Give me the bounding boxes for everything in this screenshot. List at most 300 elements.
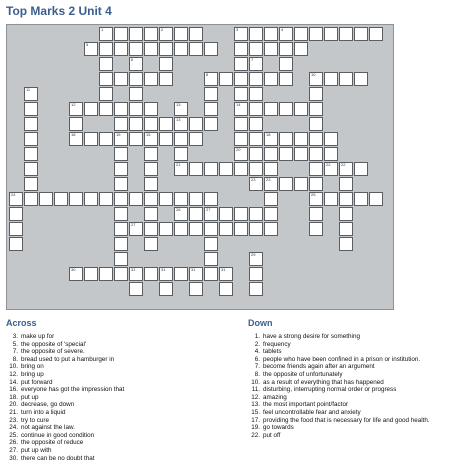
across-clue	[4, 386, 234, 394]
grid-cell[interactable]	[249, 207, 263, 221]
clue-number: 14.	[4, 379, 21, 387]
grid-cell[interactable]	[24, 147, 38, 161]
grid-cell[interactable]	[204, 207, 218, 221]
grid-cell[interactable]	[189, 267, 203, 281]
grid-cell[interactable]	[324, 132, 338, 146]
grid-cell[interactable]	[99, 87, 113, 101]
clue-number: 27.	[4, 447, 21, 455]
clue-number: 24.	[4, 424, 21, 432]
grid-cell[interactable]	[114, 222, 128, 236]
grid-cell[interactable]	[294, 177, 308, 191]
grid-cell[interactable]	[159, 117, 173, 131]
grid-cell[interactable]	[204, 87, 218, 101]
grid-cell[interactable]	[309, 147, 323, 161]
grid-cell[interactable]	[69, 117, 83, 131]
grid-cell[interactable]	[279, 102, 293, 116]
grid-cell[interactable]	[84, 42, 98, 56]
clue-text: turn into a liquid	[21, 409, 234, 417]
grid-cell[interactable]	[279, 177, 293, 191]
across-clue	[4, 394, 234, 402]
clue-text: not against the law.	[21, 424, 234, 432]
grid-cell[interactable]	[174, 222, 188, 236]
cell-number: 15	[116, 133, 120, 137]
grid-cell[interactable]	[249, 57, 263, 71]
grid-cell[interactable]	[309, 207, 323, 221]
across-clue	[4, 348, 234, 356]
grid-cell[interactable]	[204, 117, 218, 131]
across-clue	[4, 409, 234, 417]
across-clue	[4, 401, 234, 409]
grid-cell[interactable]	[144, 207, 158, 221]
grid-cell[interactable]	[189, 162, 203, 176]
cell-number: 3	[236, 28, 238, 32]
grid-cell[interactable]	[249, 222, 263, 236]
cell-number: 6	[131, 58, 133, 62]
grid-cell[interactable]	[189, 117, 203, 131]
grid-cell[interactable]	[279, 42, 293, 56]
grid-cell[interactable]	[9, 192, 23, 206]
grid-cell[interactable]	[144, 102, 158, 116]
grid-cell[interactable]	[114, 42, 128, 56]
grid-cell[interactable]	[204, 72, 218, 86]
grid-cell[interactable]	[174, 147, 188, 161]
grid-cell[interactable]	[324, 147, 338, 161]
grid-cell[interactable]	[264, 102, 278, 116]
grid-cell[interactable]	[339, 72, 353, 86]
grid-cell[interactable]	[264, 42, 278, 56]
clue-number: 4.	[246, 348, 263, 356]
across-clue	[4, 333, 234, 341]
grid-cell[interactable]	[219, 72, 233, 86]
grid-cell[interactable]	[159, 42, 173, 56]
grid-cell[interactable]	[129, 57, 143, 71]
grid-cell[interactable]	[174, 132, 188, 146]
across-clue-list	[4, 333, 234, 462]
grid-cell[interactable]	[204, 192, 218, 206]
grid-cell[interactable]	[294, 27, 308, 41]
across-clue	[4, 363, 234, 371]
grid-cell[interactable]	[249, 282, 263, 296]
down-clue	[246, 417, 446, 425]
grid-cell[interactable]	[249, 87, 263, 101]
clue-text: become friends again after an argument	[263, 363, 446, 371]
grid-cell[interactable]	[339, 207, 353, 221]
crossword-grid[interactable]	[6, 24, 394, 310]
grid-cell[interactable]	[174, 267, 188, 281]
grid-cell[interactable]	[234, 72, 248, 86]
grid-cell[interactable]	[84, 102, 98, 116]
grid-cell[interactable]	[309, 132, 323, 146]
grid-cell[interactable]	[159, 132, 173, 146]
grid-cell[interactable]	[159, 72, 173, 86]
grid-cell[interactable]	[114, 267, 128, 281]
grid-cell[interactable]	[129, 117, 143, 131]
grid-cell[interactable]	[279, 27, 293, 41]
grid-cell[interactable]	[129, 222, 143, 236]
grid-cell[interactable]	[144, 162, 158, 176]
grid-cell[interactable]	[129, 282, 143, 296]
grid-cell[interactable]	[219, 282, 233, 296]
across-clue	[4, 439, 234, 447]
cell-number: 23	[266, 178, 270, 182]
grid-cell[interactable]	[114, 252, 128, 266]
grid-cell[interactable]	[234, 132, 248, 146]
grid-cell[interactable]	[24, 102, 38, 116]
grid-cell[interactable]	[84, 267, 98, 281]
grid-cell[interactable]	[249, 132, 263, 146]
grid-cell[interactable]	[279, 132, 293, 146]
grid-cell[interactable]	[204, 42, 218, 56]
clue-number: 25.	[4, 432, 21, 440]
grid-cell[interactable]	[249, 42, 263, 56]
grid-cell[interactable]	[339, 222, 353, 236]
grid-cell[interactable]	[9, 207, 23, 221]
cell-number: 22	[341, 163, 345, 167]
grid-cell[interactable]	[24, 132, 38, 146]
clue-number: 23.	[4, 417, 21, 425]
grid-cell[interactable]	[144, 132, 158, 146]
grid-cell[interactable]	[309, 222, 323, 236]
grid-cell[interactable]	[264, 162, 278, 176]
grid-cell[interactable]	[294, 132, 308, 146]
clue-text: there can be no doubt that	[21, 455, 234, 462]
grid-cell[interactable]	[144, 117, 158, 131]
grid-cell[interactable]	[324, 192, 338, 206]
grid-cell[interactable]	[114, 147, 128, 161]
grid-cell[interactable]	[294, 102, 308, 116]
grid-cell[interactable]	[339, 192, 353, 206]
grid-cell[interactable]	[114, 72, 128, 86]
grid-cell[interactable]	[69, 192, 83, 206]
cell-number: 31	[221, 268, 225, 272]
grid-cell[interactable]	[324, 162, 338, 176]
grid-cell[interactable]	[129, 72, 143, 86]
grid-cell[interactable]	[144, 177, 158, 191]
cell-number: 24	[11, 193, 15, 197]
across-clue	[4, 379, 234, 387]
grid-cell[interactable]	[99, 27, 113, 41]
grid-cell[interactable]	[204, 162, 218, 176]
grid-cell[interactable]	[174, 192, 188, 206]
grid-cell[interactable]	[114, 237, 128, 251]
grid-cell[interactable]	[174, 162, 188, 176]
grid-cell[interactable]	[219, 267, 233, 281]
grid-cell[interactable]	[189, 207, 203, 221]
grid-cell[interactable]	[174, 207, 188, 221]
grid-cell[interactable]	[234, 42, 248, 56]
grid-cell[interactable]	[339, 27, 353, 41]
grid-cell[interactable]	[69, 267, 83, 281]
grid-cell[interactable]	[279, 147, 293, 161]
grid-cell[interactable]	[129, 27, 143, 41]
grid-cell[interactable]	[324, 72, 338, 86]
grid-cell[interactable]	[339, 162, 353, 176]
clue-text: as a result of everything that has happened	[263, 379, 446, 387]
grid-cell[interactable]	[99, 267, 113, 281]
clue-number: 15.	[246, 409, 263, 417]
grid-cell[interactable]	[144, 72, 158, 86]
cell-number: 27	[131, 223, 135, 227]
clue-number: 3.	[4, 333, 21, 341]
grid-cell[interactable]	[144, 27, 158, 41]
grid-cell[interactable]	[339, 177, 353, 191]
grid-cell[interactable]	[369, 192, 383, 206]
clue-number: 5.	[4, 341, 21, 349]
grid-cell[interactable]	[9, 222, 23, 236]
down-clue-list	[246, 333, 446, 439]
clue-number: 22.	[246, 432, 263, 440]
clue-number: 13.	[246, 401, 263, 409]
grid-cell[interactable]	[174, 42, 188, 56]
grid-cell[interactable]	[309, 72, 323, 86]
grid-cell[interactable]	[234, 57, 248, 71]
grid-cell[interactable]	[309, 177, 323, 191]
grid-cell[interactable]	[354, 162, 368, 176]
grid-cell[interactable]	[204, 222, 218, 236]
grid-cell[interactable]	[24, 177, 38, 191]
grid-cell[interactable]	[309, 27, 323, 41]
down-clue	[246, 386, 446, 394]
grid-cell[interactable]	[249, 27, 263, 41]
grid-cell[interactable]	[129, 42, 143, 56]
clue-number: 12.	[4, 371, 21, 379]
grid-cell[interactable]	[159, 27, 173, 41]
grid-cell[interactable]	[189, 42, 203, 56]
grid-cell[interactable]	[174, 102, 188, 116]
clue-text: the opposite of reduce	[21, 439, 234, 447]
grid-cell[interactable]	[309, 162, 323, 176]
grid-cell[interactable]	[114, 162, 128, 176]
cell-number: 11	[26, 88, 30, 92]
down-clue	[246, 394, 446, 402]
grid-cell[interactable]	[249, 117, 263, 131]
clue-text: make up for	[21, 333, 234, 341]
clue-text: everyone has got the impression that	[21, 386, 234, 394]
grid-cell[interactable]	[129, 132, 143, 146]
cell-number: 31	[131, 268, 135, 272]
clue-text: put up with	[21, 447, 234, 455]
clue-text: put off	[263, 432, 446, 440]
clue-number: 26.	[4, 439, 21, 447]
clue-text: have a strong desire for something	[263, 333, 446, 341]
grid-cell[interactable]	[144, 147, 158, 161]
grid-cell[interactable]	[264, 192, 278, 206]
grid-cell[interactable]	[309, 117, 323, 131]
grid-cell[interactable]	[114, 27, 128, 41]
cell-number: 16	[71, 133, 75, 137]
grid-cell[interactable]	[99, 102, 113, 116]
grid-cell[interactable]	[234, 117, 248, 131]
grid-cell[interactable]	[159, 192, 173, 206]
clue-number: 11.	[246, 386, 263, 394]
grid-cell[interactable]	[264, 207, 278, 221]
grid-cell[interactable]	[189, 27, 203, 41]
grid-cell[interactable]	[309, 87, 323, 101]
grid-cell[interactable]	[99, 132, 113, 146]
cell-number: 8	[206, 73, 208, 77]
cell-number: 15	[146, 133, 150, 137]
grid-cell[interactable]	[159, 282, 173, 296]
grid-cell[interactable]	[144, 237, 158, 251]
cell-number: 31	[161, 268, 165, 272]
grid-cell[interactable]	[24, 192, 38, 206]
grid-cell[interactable]	[294, 42, 308, 56]
grid-cell[interactable]	[264, 72, 278, 86]
grid-cell[interactable]	[324, 27, 338, 41]
clue-number: 21.	[4, 409, 21, 417]
grid-cell[interactable]	[204, 102, 218, 116]
clue-text: amazing	[263, 394, 446, 402]
cell-number: 22	[326, 163, 330, 167]
grid-cell[interactable]	[309, 102, 323, 116]
clue-text: tablets	[263, 348, 446, 356]
grid-cell[interactable]	[129, 192, 143, 206]
grid-cell[interactable]	[219, 162, 233, 176]
cell-number: 18	[266, 133, 270, 137]
grid-cell[interactable]	[189, 192, 203, 206]
grid-cell[interactable]	[234, 102, 248, 116]
grid-cell[interactable]	[114, 192, 128, 206]
across-clue	[4, 424, 234, 432]
clue-text: decrease, go down	[21, 401, 234, 409]
cell-number: 7	[251, 58, 253, 62]
grid-cell[interactable]	[24, 162, 38, 176]
grid-cell[interactable]	[159, 57, 173, 71]
clue-text: disturbing, interrupting normal order or progress	[263, 386, 446, 394]
grid-cell[interactable]	[114, 132, 128, 146]
grid-cell[interactable]	[129, 267, 143, 281]
grid-cell[interactable]	[54, 192, 68, 206]
grid-cell[interactable]	[189, 132, 203, 146]
grid-cell[interactable]	[174, 27, 188, 41]
grid-cell[interactable]	[114, 117, 128, 131]
grid-cell[interactable]	[294, 147, 308, 161]
clue-number: 2.	[246, 341, 263, 349]
clue-number: 12.	[246, 394, 263, 402]
clue-text: bring on	[21, 363, 234, 371]
grid-cell[interactable]	[249, 267, 263, 281]
grid-cell[interactable]	[9, 237, 23, 251]
grid-cell[interactable]	[159, 267, 173, 281]
grid-cell[interactable]	[279, 57, 293, 71]
grid-cell[interactable]	[24, 117, 38, 131]
down-clue	[246, 409, 446, 417]
grid-cell[interactable]	[264, 177, 278, 191]
cell-number: 14	[236, 103, 240, 107]
grid-cell[interactable]	[219, 207, 233, 221]
grid-cell[interactable]	[354, 192, 368, 206]
grid-cell[interactable]	[99, 57, 113, 71]
grid-cell[interactable]	[264, 132, 278, 146]
grid-cell[interactable]	[234, 147, 248, 161]
grid-cell[interactable]	[84, 192, 98, 206]
grid-cell[interactable]	[249, 162, 263, 176]
grid-cell[interactable]	[144, 222, 158, 236]
grid-cell[interactable]	[189, 282, 203, 296]
clue-number: 18.	[4, 394, 21, 402]
grid-cell[interactable]	[339, 237, 353, 251]
across-clue	[4, 455, 234, 462]
grid-cell[interactable]	[249, 102, 263, 116]
cell-number: 31	[191, 268, 195, 272]
grid-cell[interactable]	[354, 72, 368, 86]
grid-cell[interactable]	[114, 102, 128, 116]
grid-cell[interactable]	[354, 27, 368, 41]
clue-number: 8.	[246, 371, 263, 379]
grid-cell[interactable]	[264, 147, 278, 161]
down-clue	[246, 432, 446, 440]
grid-cell[interactable]	[234, 27, 248, 41]
down-clue	[246, 341, 446, 349]
grid-cell[interactable]	[234, 207, 248, 221]
clue-text: the opposite of 'special'	[21, 341, 234, 349]
grid-cell[interactable]	[114, 207, 128, 221]
grid-cell[interactable]	[249, 72, 263, 86]
grid-cell[interactable]	[234, 87, 248, 101]
grid-cell[interactable]	[234, 222, 248, 236]
down-clue	[246, 424, 446, 432]
grid-cell[interactable]	[219, 222, 233, 236]
clue-text: providing the food that is necessary for life and good health.	[263, 417, 446, 425]
clue-text: the opposite of unfortunately	[263, 371, 446, 379]
grid-cell[interactable]	[279, 72, 293, 86]
grid-cell[interactable]	[249, 252, 263, 266]
grid-cell[interactable]	[24, 87, 38, 101]
clue-text: frequency	[263, 341, 446, 349]
clue-text: go towards	[263, 424, 446, 432]
grid-cell[interactable]	[69, 132, 83, 146]
grid-cell[interactable]	[144, 267, 158, 281]
grid-cell[interactable]	[204, 267, 218, 281]
grid-cell[interactable]	[234, 162, 248, 176]
grid-cell[interactable]	[99, 192, 113, 206]
grid-cell[interactable]	[144, 42, 158, 56]
cell-number: 20	[236, 148, 240, 152]
grid-cell[interactable]	[129, 102, 143, 116]
grid-cell[interactable]	[129, 87, 143, 101]
grid-cell[interactable]	[84, 132, 98, 146]
grid-cell[interactable]	[114, 177, 128, 191]
grid-cell[interactable]	[204, 237, 218, 251]
clue-text: bread used to put a hamburger in	[21, 356, 234, 364]
clue-text: the opposite of severe.	[21, 348, 234, 356]
grid-cell[interactable]	[99, 72, 113, 86]
clue-number: 8.	[4, 356, 21, 364]
grid-cell[interactable]	[249, 177, 263, 191]
grid-cell[interactable]	[144, 192, 158, 206]
grid-cell[interactable]	[264, 222, 278, 236]
grid-cell[interactable]	[159, 222, 173, 236]
clue-number: 20.	[4, 401, 21, 409]
grid-cell[interactable]	[264, 27, 278, 41]
grid-cell[interactable]	[249, 147, 263, 161]
across-heading: Across	[6, 318, 37, 328]
grid-cell[interactable]	[69, 102, 83, 116]
grid-cell[interactable]	[369, 27, 383, 41]
clue-number: 10.	[246, 379, 263, 387]
grid-cell[interactable]	[174, 117, 188, 131]
down-clue	[246, 356, 446, 364]
grid-cell[interactable]	[99, 42, 113, 56]
cell-number: 4	[281, 28, 283, 32]
grid-cell[interactable]	[309, 192, 323, 206]
across-clue	[4, 417, 234, 425]
cell-number: 27	[206, 208, 210, 212]
clue-text: bring up	[21, 371, 234, 379]
grid-cell[interactable]	[189, 222, 203, 236]
grid-cell[interactable]	[204, 252, 218, 266]
grid-cell[interactable]	[39, 192, 53, 206]
